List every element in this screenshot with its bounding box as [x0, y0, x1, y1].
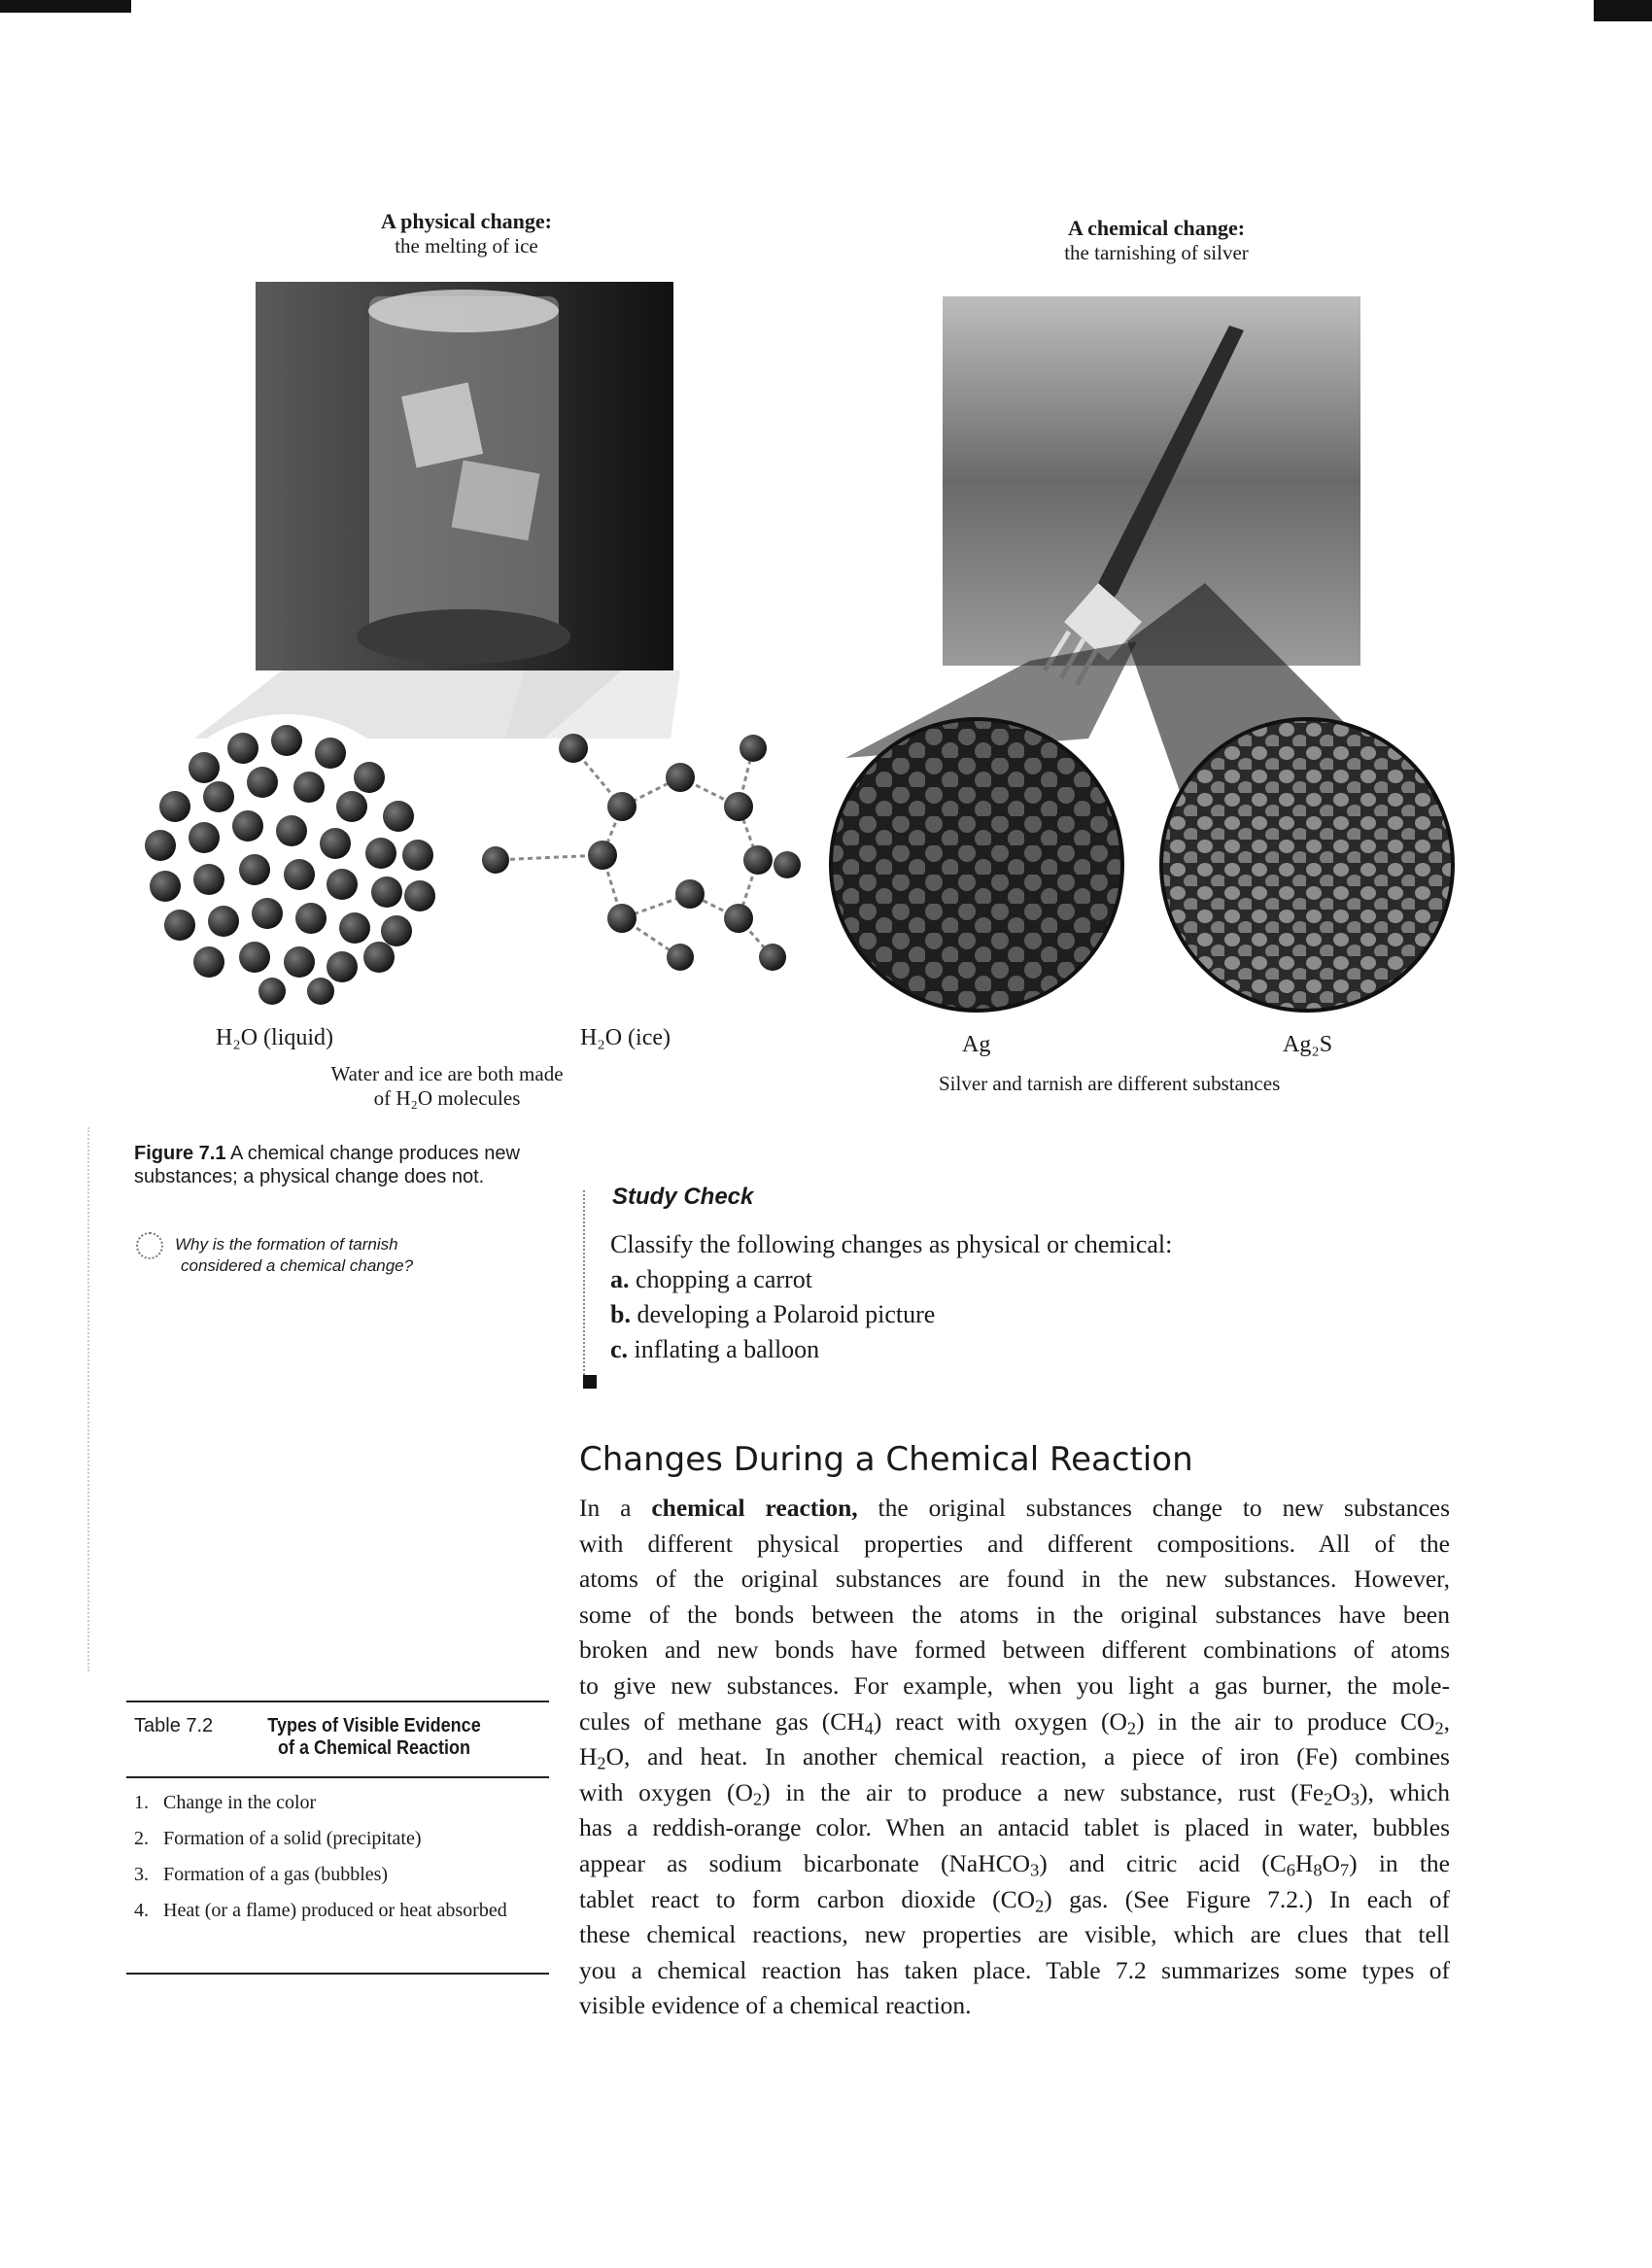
section-heading: Changes During a Chemical Reaction: [579, 1440, 1193, 1479]
water-caption-line2: of H₂O molecules: [373, 1086, 521, 1110]
silver-atoms-circle: [831, 719, 1122, 1011]
body-line: has a reddish-orange color. When an antacid tablet is placed in water, bubbles: [579, 1813, 1450, 1842]
study-check-rule: [583, 1190, 585, 1375]
body-line: these chemical reactions, new properties are visible, which are clues that tell: [579, 1920, 1450, 1949]
section-body: [579, 1491, 1450, 2024]
study-check-end-mark: [583, 1375, 597, 1389]
body-line: atoms of the original substances are found in the new substances. However,: [579, 1564, 1450, 1594]
silver-caption: Silver and tarnish are different substances: [939, 1072, 1281, 1095]
tarnish-label: Ag₂S: [1283, 1032, 1333, 1057]
figure-caption: [134, 1142, 562, 1188]
body-line: $H_2O$, and heat. In another chemical reaction, a piece of iron (Fe) combines: [579, 1742, 1450, 1773]
body-line: with oxygen $(O_2)$ in the air to produce a new substance, rust $(Fe_2O_3)$, which: [579, 1777, 1451, 1809]
ice-glass-photo: [256, 282, 673, 670]
table-label: Table 7.2: [134, 1715, 214, 1736]
table-bottom-rule: [126, 1973, 549, 1975]
figure-question-line1: Why is the formation of tarnish: [175, 1235, 398, 1254]
table-header-rule: [126, 1776, 549, 1778]
body-line: visible evidence of a chemical reaction.: [579, 1991, 972, 2020]
physical-change-title: A physical change:: [380, 209, 553, 233]
liquid-water-label: H₂O (liquid): [216, 1025, 334, 1050]
tarnish-atoms-circle: [1161, 719, 1453, 1011]
study-check-item: c. inflating a balloon: [610, 1335, 820, 1363]
silver-label: Ag: [962, 1032, 991, 1057]
study-check-item: a. chopping a carrot: [610, 1265, 812, 1293]
study-check-list: [610, 1262, 935, 1367]
body-line: appear as sodium bicarbonate (NaHCO$_3$) and citric acid $(C_6H_8O_7)$ in the: [579, 1848, 1450, 1880]
body-line: broken and new bonds have formed between different combinations of atoms: [579, 1635, 1450, 1665]
figure-caption-text: A chemical change produces new substances; a physical change does not.: [134, 1143, 520, 1187]
body-line: some of the bonds between the atoms in the original substances have been: [579, 1599, 1450, 1629]
table-list: [134, 1791, 542, 1922]
table-row: 2. Formation of a solid (precipitate): [134, 1828, 422, 1849]
liquid-water-molecules: [141, 714, 435, 1006]
figure-illustration: [0, 0, 1652, 1069]
table-row: 1. Change in the color: [134, 1792, 317, 1813]
body-line: with different physical properties and different compositions. All of the: [579, 1529, 1450, 1558]
ice-label: H₂O (ice): [580, 1025, 671, 1050]
study-check-title: Study Check: [612, 1184, 754, 1210]
body-line: tablet react to form carbon dioxide $(CO_2)$ gas. (See Figure 7.2.) In each of: [579, 1884, 1450, 1916]
table-row: 3. Formation of a gas (bubbles): [134, 1864, 389, 1885]
body-line: you a chemical reaction has taken place. Table 7.2 summarizes some types of: [579, 1955, 1450, 1984]
table-title: [243, 1715, 505, 1760]
chemical-change-subtitle: the tarnishing of silver: [1064, 241, 1249, 264]
chemical-change-title: A chemical change:: [1067, 216, 1246, 240]
table-title-line1: Types of Visible Evidence: [267, 1715, 481, 1736]
study-check-item: b. developing a Polaroid picture: [610, 1300, 936, 1328]
figure-label: Figure 7.1: [134, 1143, 226, 1164]
water-caption-line1: Water and ice are both made: [330, 1062, 564, 1085]
table-top-rule: [126, 1701, 549, 1702]
table-row: 4. Heat (or a flame) produced or heat absorbed: [134, 1900, 507, 1921]
table-title-line2: of a Chemical Reaction: [277, 1737, 471, 1759]
figure-question: [175, 1234, 496, 1277]
body-line: cules of methane gas $(CH_4)$ react with oxygen $(O_2)$ in the air to produce $CO_2$,: [579, 1706, 1450, 1738]
figure-question-line2: considered a chemical change?: [181, 1256, 414, 1275]
study-check-prompt: Classify the following changes as physical or chemical:: [610, 1230, 1173, 1258]
physical-change-subtitle: the melting of ice: [395, 234, 538, 258]
question-icon: [136, 1232, 163, 1259]
page-margin-dots: [87, 1127, 89, 1671]
body-line: In a chemical reaction, the original substances change to new substances: [579, 1494, 1451, 1522]
water-caption: [292, 1062, 602, 1111]
body-line: to give new substances. For example, when you light a gas burner, the mole-: [579, 1670, 1450, 1700]
